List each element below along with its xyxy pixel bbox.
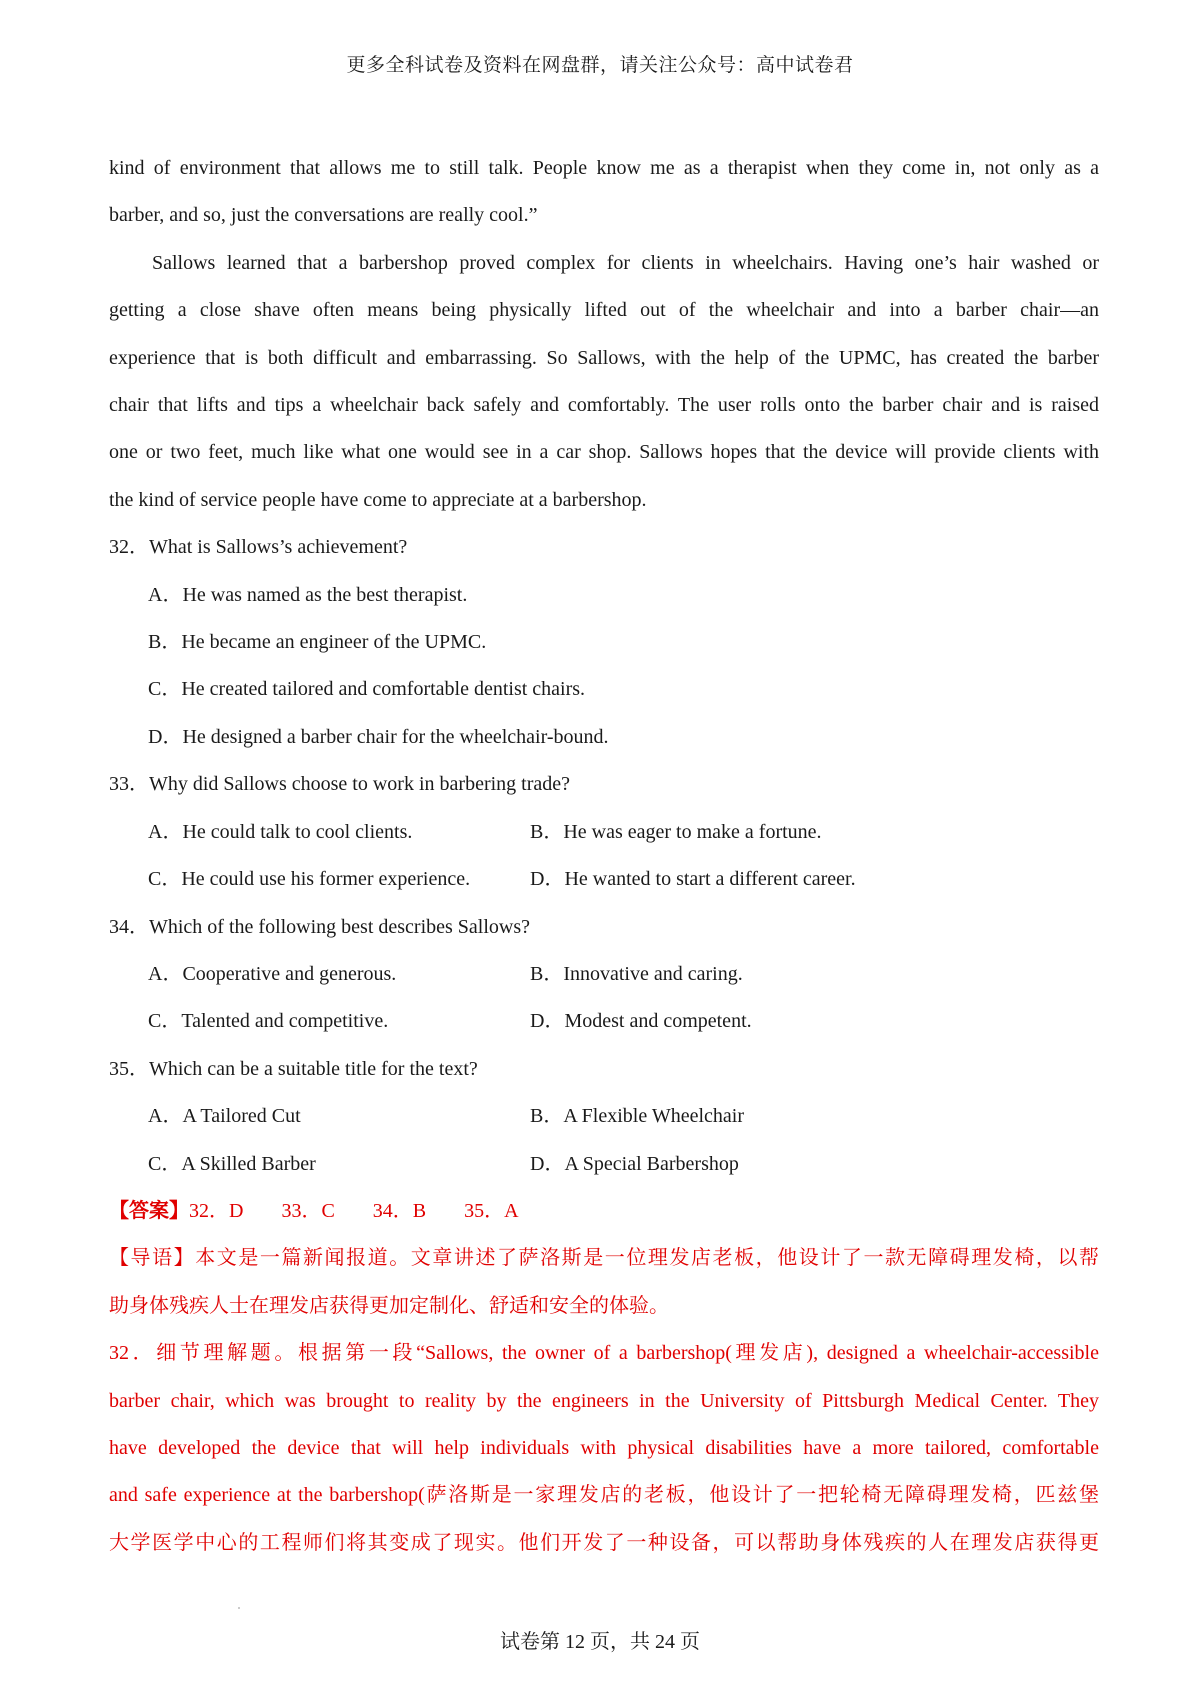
passage-line: barber, and so, just the conversations are really cool.” [109,204,538,227]
answer-section [109,1188,1099,1567]
option-b: B．A Flexible Wheelchair [530,1105,745,1128]
option-b: B．He was eager to make a fortune. [530,820,822,843]
question-35 [109,1046,1099,1188]
option-a: A．He was named as the best therapist. [148,583,468,606]
page-content [109,145,1099,1567]
question-stem: 34．Which of the following best describes Sallows? [109,915,531,938]
option-c: C．Talented and competitive. [148,1010,389,1033]
option-a: A．Cooperative and generous. [148,962,397,985]
explanation-line: 大学医学中心的工程师们将其变成了现实。他们开发了一种设备，可以帮助身体残疾的人在理发店获得更 [109,1531,1099,1554]
option-row [109,951,1099,998]
option-row [109,1093,1099,1140]
answer-line [109,1188,1099,1235]
question-stem: 33．Why did Sallows choose to work in barbering trade? [109,773,571,796]
question-33 [109,761,1099,903]
explanation-line: have developed the device that will help individuals with physical disabilities have a more tailored, comfortable [109,1436,1099,1459]
passage-line: kind of environment that allows me to still talk. People know me as a therapist when they come in, not only as a [109,157,1099,179]
option-row [109,856,1099,903]
passage-line: getting a close shave often means being physically lifted out of the wheelchair and into a barber chair—an [109,299,1099,322]
answer-item: 35．A [464,1199,519,1222]
page-footer: 试卷第 12 页，共 24 页 [500,1631,700,1653]
option-d: D．A Special Barbershop [530,1152,739,1175]
guide-line: 助身体残疾人士在理发店获得更加定制化、舒适和安全的体验。 [109,1294,669,1317]
answer-item: 33．C [281,1199,335,1222]
page-header: 更多全科试卷及资料在网盘群，请关注公众号：高中试卷君 [346,55,854,76]
answer-item: 34．B [372,1199,427,1222]
option-row [109,998,1099,1045]
question-stem: 32．What is Sallows’s achievement? [109,536,408,559]
explanation-line: barber chair, which was brought to reality by the engineers in the University of Pittsburgh Medical Center. They [109,1389,1099,1412]
option-c: C．He created tailored and comfortable dentist chairs. [148,678,586,701]
explanation-line: 32．细节理解题。根据第一段“Sallows, the owner of a barbershop(理发店), designed a wheelchair-accessible [109,1342,1099,1365]
question-32 [109,524,1099,761]
passage-line: Sallows learned that a barbershop proved complex for clients in wheelchairs. Having one’s hair washed or [152,251,1099,274]
passage [109,145,1099,524]
option-c: C．He could use his former experience. [148,868,471,891]
answer-label: 【答案】 [109,1199,189,1222]
passage-line: the kind of service people have come to appreciate at a barbershop. [109,488,647,511]
explanation-line: and safe experience at the barbershop(萨洛斯是一家理发店的老板，他设计了一把轮椅无障碍理发椅，匹兹堡 [109,1484,1099,1507]
option-b: B．Innovative and caring. [530,962,743,985]
option-c: C．A Skilled Barber [148,1152,316,1175]
passage-line: experience that is both difficult and embarrassing. So Sallows, with the help of the UPMC, has created the barber [109,346,1099,369]
scan-speck [238,1607,240,1609]
option-a: A．He could talk to cool clients. [148,820,413,843]
option-b: B．He became an engineer of the UPMC. [148,631,487,654]
option-row [109,809,1099,856]
answer-item: 32．D [189,1199,244,1222]
passage-line: chair that lifts and tips a wheelchair back safely and comfortably. The user rolls onto the barber chair and is raised [109,394,1099,417]
option-d: D．Modest and competent. [530,1010,752,1033]
option-a: A．A Tailored Cut [148,1105,301,1128]
option-d: D．He wanted to start a different career. [530,868,856,891]
question-34 [109,904,1099,1046]
passage-line: one or two feet, much like what one would see in a car shop. Sallows hopes that the device will provide clients with [109,441,1099,464]
option-d: D．He designed a barber chair for the wheelchair-bound. [148,725,609,748]
question-stem: 35．Which can be a suitable title for the text? [109,1057,478,1080]
option-row [109,1141,1099,1188]
guide-line: 【导语】本文是一篇新闻报道。文章讲述了萨洛斯是一位理发店老板，他设计了一款无障碍理发椅，以帮 [109,1247,1099,1270]
